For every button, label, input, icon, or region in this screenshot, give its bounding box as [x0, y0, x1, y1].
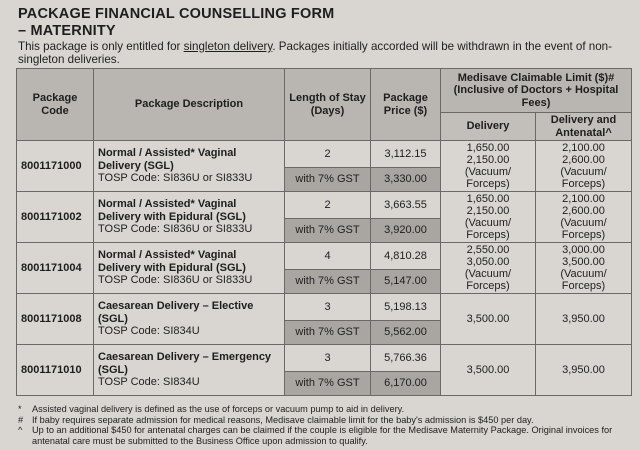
- antenatal-limit-line: (Vacuum/: [560, 166, 607, 178]
- antenatal-limit-line: 2,600.00: [562, 205, 605, 217]
- gst-label: with 7% GST: [285, 219, 371, 243]
- delivery-limit-line: 2,550.00: [466, 244, 510, 256]
- header-delivery-antenatal: Delivery and Antenatal^: [536, 113, 632, 141]
- footnote-text: Assisted vaginal delivery is defined as the use of forceps or vacuum pump to aid in delivery.: [32, 404, 405, 414]
- delivery-limit-line: Forceps): [466, 229, 510, 241]
- delivery-limit-line: (Vacuum/: [464, 217, 512, 229]
- antenatal-limit-line: 2,100.00: [562, 193, 605, 205]
- delivery-limit: [441, 345, 536, 396]
- delivery-limit-line: 3,500.00: [466, 313, 510, 325]
- length-of-stay: 2: [285, 192, 371, 219]
- delivery-limit: [441, 243, 536, 294]
- antenatal-limit-line: (Vacuum/: [560, 268, 607, 280]
- package-table: [16, 68, 632, 396]
- form-title-line-2: – MATERNITY: [18, 23, 116, 39]
- antenatal-limit-line: 3,950.00: [562, 313, 605, 325]
- footnote: [16, 404, 631, 415]
- package-price-gst: 5,147.00: [371, 270, 441, 294]
- package-name: Normal / Assisted* Vaginal Delivery (SGL): [98, 147, 237, 172]
- delivery-limit-line: 2,150.00: [466, 154, 510, 166]
- delivery-limit: [441, 141, 536, 192]
- gst-label: with 7% GST: [285, 270, 371, 294]
- delivery-limit-line: (Vacuum/: [464, 268, 512, 280]
- delivery-limit-line: (Vacuum/: [464, 166, 512, 178]
- antenatal-limit: [536, 243, 632, 294]
- package-code: 8001171000: [17, 141, 94, 192]
- antenatal-limit-line: 2,100.00: [562, 142, 605, 154]
- antenatal-limit-line: 3,500.00: [562, 256, 605, 268]
- antenatal-limit-line: (Vacuum/: [560, 217, 607, 229]
- package-description: [94, 294, 285, 345]
- delivery-limit-line: 2,150.00: [466, 205, 510, 217]
- package-price: 3,112.15: [371, 141, 441, 168]
- footnote-mark: *: [18, 404, 22, 414]
- package-price-gst: 3,330.00: [371, 168, 441, 192]
- tosp-code: TOSP Code: SI836U or SI833U: [98, 274, 253, 287]
- package-code: 8001171004: [17, 243, 94, 294]
- package-description: [94, 345, 285, 396]
- table-body: [17, 141, 632, 396]
- package-price: 5,198.13: [371, 294, 441, 321]
- delivery-limit: [441, 294, 536, 345]
- antenatal-limit: [536, 345, 632, 396]
- header-package-description: Package Description: [94, 69, 285, 141]
- package-name: Normal / Assisted* Vaginal Delivery with Epidural (SGL): [98, 249, 246, 274]
- package-code: 8001171008: [17, 294, 94, 345]
- package-description: [94, 192, 285, 243]
- form-title: [18, 6, 334, 40]
- table-row: [17, 345, 632, 372]
- antenatal-limit-line: 2,600.00: [562, 154, 605, 166]
- footnote: [16, 425, 631, 446]
- intro-underlined-term: singleton delivery: [183, 40, 273, 53]
- form-title-line-1: PACKAGE FINANCIAL COUNSELLING FORM: [18, 6, 335, 22]
- table-row: [17, 294, 632, 321]
- header-delivery: Delivery: [441, 113, 536, 141]
- footnote-text: If baby requires separate admission for medical reasons, Medisave claimable limit for the baby's admission is $450 per day.: [32, 414, 534, 425]
- footnote-text: Up to an additional $450 for antenatal charges can be claimed if the couple is eligible for the Medisave Maternity Package. Original invoices for antenatal care must be submitted to the Business Office upon admission to qualify.: [32, 425, 613, 446]
- header-package-price: Package Price ($): [371, 69, 441, 141]
- gst-label: with 7% GST: [285, 321, 371, 345]
- footnote: [16, 415, 631, 426]
- header-medisave-limit: Medisave Claimable Limit ($)# (Inclusive of Doctors + Hospital Fees): [441, 69, 632, 113]
- delivery-limit-line: Forceps): [466, 178, 510, 190]
- length-of-stay: 3: [285, 345, 371, 372]
- antenatal-limit-line: 3,000.00: [562, 244, 605, 256]
- header-length-of-stay: Length of Stay (Days): [285, 69, 371, 141]
- table-row: [17, 192, 632, 219]
- antenatal-limit-line: Forceps): [561, 280, 606, 292]
- package-price: 4,810.28: [371, 243, 441, 270]
- intro-text-before: This package is only entitled for: [18, 40, 184, 53]
- footnote-mark: #: [18, 414, 24, 425]
- header-package-code: Package Code: [17, 69, 94, 141]
- package-price: 3,663.55: [371, 192, 441, 219]
- table-row: [17, 243, 632, 270]
- antenatal-limit-line: 3,950.00: [562, 364, 605, 376]
- footnote-mark: ^: [18, 425, 23, 435]
- package-price-gst: 5,562.00: [371, 321, 441, 345]
- table-row: [17, 141, 632, 168]
- tosp-code: TOSP Code: SI836U or SI833U: [98, 172, 253, 185]
- package-description: [94, 141, 285, 192]
- package-price: 5,766.36: [371, 345, 441, 372]
- footnotes: [16, 404, 631, 446]
- delivery-limit-line: 1,650.00: [466, 193, 510, 205]
- antenatal-limit: [536, 294, 632, 345]
- package-description: [94, 243, 285, 294]
- package-code: 8001171010: [17, 345, 94, 396]
- package-price-gst: 3,920.00: [371, 219, 441, 243]
- tosp-code: TOSP Code: SI834U: [98, 376, 200, 389]
- package-price-gst: 6,170.00: [371, 372, 441, 396]
- package-name: Caesarean Delivery – Emergency (SGL): [98, 351, 272, 376]
- tosp-code: TOSP Code: SI834U: [98, 325, 200, 338]
- package-code: 8001171002: [17, 192, 94, 243]
- gst-label: with 7% GST: [285, 168, 371, 192]
- delivery-limit-line: Forceps): [466, 280, 510, 292]
- antenatal-limit-line: Forceps): [561, 178, 606, 190]
- package-name: Caesarean Delivery – Elective (SGL): [98, 300, 254, 325]
- intro-text-after: . Packages initially accorded will be withdrawn in the event of non-singleton deliveries.: [18, 40, 612, 66]
- length-of-stay: 3: [285, 294, 371, 321]
- delivery-limit-line: 3,500.00: [466, 364, 510, 376]
- length-of-stay: 4: [285, 243, 371, 270]
- antenatal-limit: [536, 141, 632, 192]
- package-name: Normal / Assisted* Vaginal Delivery with Epidural (SGL): [98, 198, 246, 223]
- intro-paragraph: [18, 40, 630, 66]
- antenatal-limit: [536, 192, 632, 243]
- length-of-stay: 2: [285, 141, 371, 168]
- tosp-code: TOSP Code: SI836U or SI833U: [98, 223, 253, 236]
- antenatal-limit-line: Forceps): [561, 229, 606, 241]
- gst-label: with 7% GST: [285, 372, 371, 396]
- delivery-limit-line: 3,050.00: [466, 256, 510, 268]
- delivery-limit-line: 1,650.00: [466, 142, 510, 154]
- delivery-limit: [441, 192, 536, 243]
